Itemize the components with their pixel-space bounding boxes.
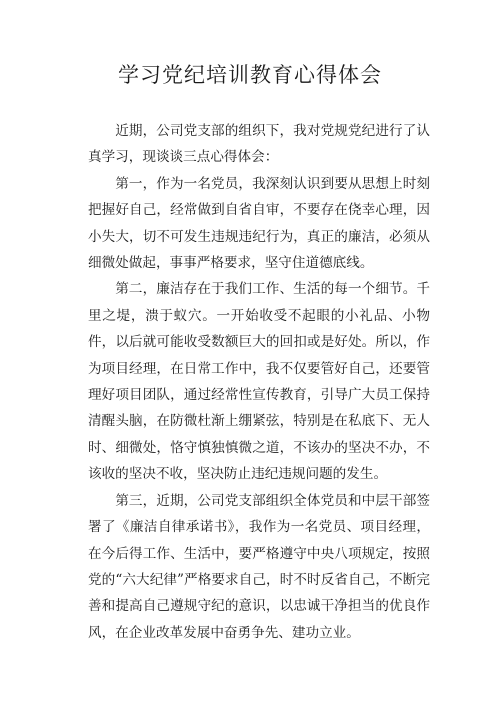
paragraph-third-point: 第三，近期，公司党支部组织全体党员和中层干部签署了《廉洁自律承诺书》，我作为一名党员、项目经理，在今后得工作、生活中，要严格遵守中央八项规定，按照党的“六大纪律”严格要求自己，时不时反省自己，不断完善和提高自己遵规守纪的意识，以忠诚干净担当的优良作风，在企业改革发展中奋勇争先、建功立业。 (88, 492, 430, 641)
paragraph-first-point: 第一，作为一名党员，我深刻认识到要从思想上时刻把握好自己，经常做到自省自审，不要存在侥幸心理，因小失大，切不可发生违规违纪行为，真正的廉洁，必须从细微处做起，事事严格要求，坚守住道德底线。 (88, 175, 430, 272)
document-title: 学习党纪培训教育心得体会 (118, 63, 382, 87)
document-body (88, 118, 430, 646)
paragraph-second-point: 第二，廉洁存在于我们工作、生活的每一个细节。千里之堤，溃于蚁穴。一开始收受不起眼的小礼品、小物件，以后就可能收受数额巨大的回扣或是好处。所以，作为项目经理，在日常工作中，我不仅要管好自己，还要管理好项目团队，通过经常性宣传教育，引导广大员工保持清醒头脑，在防微杜渐上绷紧弦，特别是在私底下、无人时、细微处，恪守慎独慎微之道，不该办的坚决不办，不该收的坚决不收，坚决防止违纪违规问题的发生。 (88, 281, 430, 483)
paragraph-intro: 近期，公司党支部的组织下，我对党规党纪进行了认真学习，现谈谈三点心得体会： (88, 123, 430, 166)
